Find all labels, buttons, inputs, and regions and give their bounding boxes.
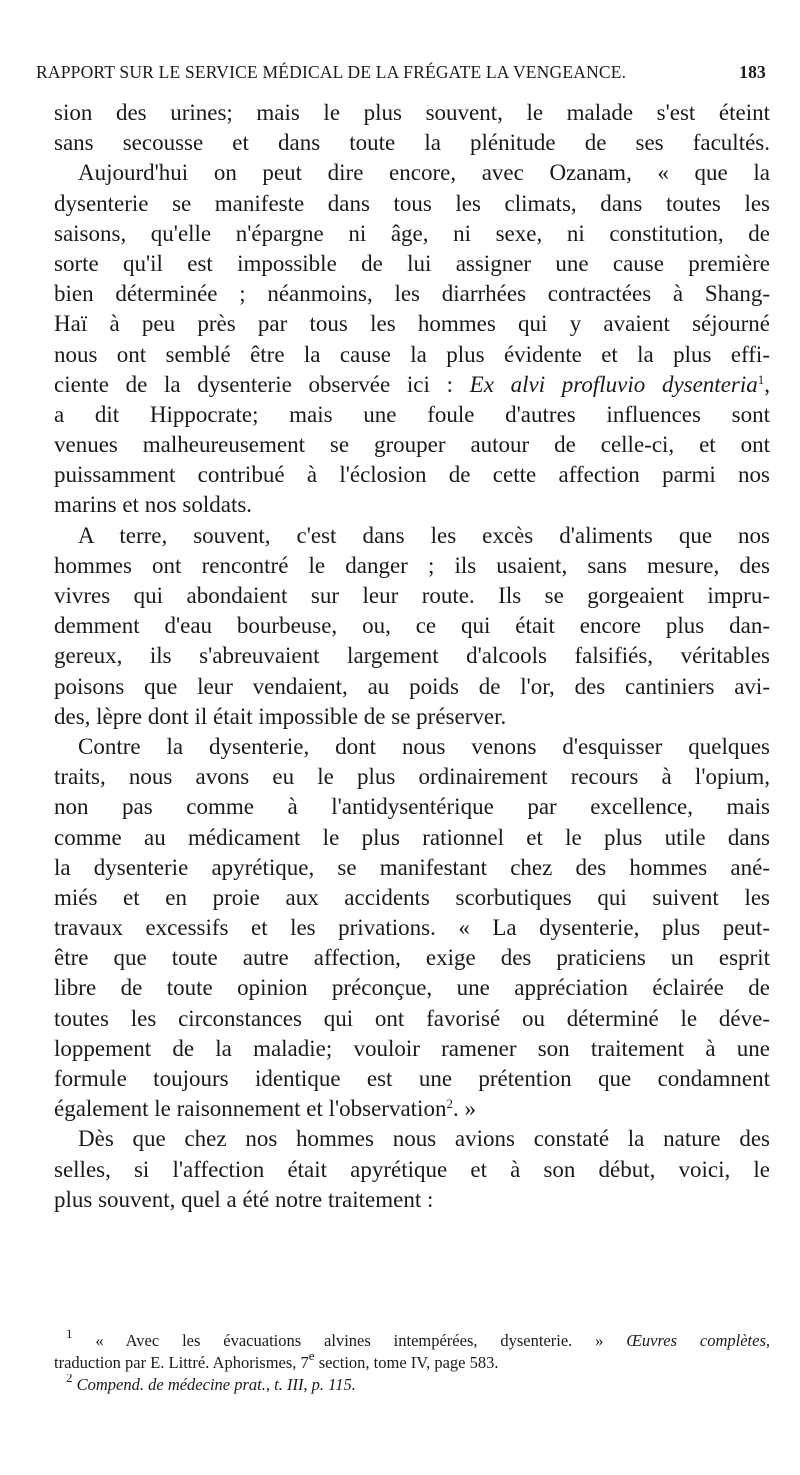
footnote-text: Compend. de médecine prat., t. III, p. 115. xyxy=(76,1375,356,1394)
text-line: venues malheureusement se grouper autour de celle-ci, et ont xyxy=(54,432,770,458)
page-number: 183 xyxy=(739,62,766,82)
footnote-text: section, tome IV, page 583. xyxy=(314,1353,499,1372)
text-line: vivres qui abondaient sur leur route. Ils se gorgeaient impru- xyxy=(54,583,770,608)
text-line: loppement de la maladie; vouloir ramener son traitement à une xyxy=(54,1035,770,1061)
text-line: gereux, ils s'abreuvaient largement d'alcools falsifiés, véritables xyxy=(54,643,770,669)
footnote-2 xyxy=(54,1374,770,1396)
text-line-with-quote: ciente de la dysenterie observée ici : Ex alvi profluvio dysenteria$^1$, xyxy=(54,371,770,397)
text-line: des, lèpre dont il était impossible de se préserver. xyxy=(54,703,507,729)
text-line: être que toute autre affection, exige des praticiens un esprit xyxy=(54,945,770,971)
footnotes xyxy=(54,1330,770,1396)
footnote-ref-2[interactable]: 2 xyxy=(446,1096,453,1112)
footnote-text: « Avec les évacuations alvines intempérées, dysenterie. » xyxy=(95,1331,627,1350)
text-line: plus souvent, quel a été notre traitement : xyxy=(54,1186,434,1212)
text-line: dysenterie se manifeste dans tous les climats, dans toutes les xyxy=(54,190,770,216)
works-title: Œuvres complètes, xyxy=(626,1331,770,1350)
running-title: RAPPORT SUR LE SERVICE MÉDICAL DE LA FRÉGATE LA VENGEANCE. xyxy=(36,62,627,82)
superscript-e: e xyxy=(308,1352,315,1363)
footnote-mark-1: 1 xyxy=(66,1330,73,1341)
text-line: traits, nous avons eu le plus ordinairement recours à l'opium, xyxy=(54,764,770,790)
footnote-1 xyxy=(54,1330,770,1352)
text-line: sorte qu'il est impossible de lui assigner une cause première xyxy=(54,250,770,276)
text-line: formule toujours identique est une prétention que condamnent xyxy=(54,1066,770,1091)
text-line: demment d'eau bourbeuse, ou, ce qui était encore plus dan- xyxy=(54,613,770,639)
main-text xyxy=(54,98,770,1215)
text-line: toutes les circonstances qui ont favorisé ou déterminé le déve- xyxy=(54,1005,770,1031)
text-line: marins et nos soldats. xyxy=(54,492,253,518)
text-segment: ciente de la dysenterie observée ici : xyxy=(54,371,470,397)
text-line: A terre, souvent, c'est dans les excès d'aliments que nos xyxy=(78,522,770,548)
text-line: sion des urines; mais le plus souvent, le malade s'est éteint xyxy=(54,100,770,125)
footnote-1-continued xyxy=(54,1352,770,1374)
text-segment: également le raisonnement et l'observation xyxy=(54,1096,447,1122)
text-line: non pas comme à l'antidysentérique par excellence, mais xyxy=(54,794,770,820)
footnote-text: traduction par E. Littré. Aphorismes, 7 xyxy=(54,1353,309,1372)
text-line: sans secousse et dans toute la plénitude de ses facultés. xyxy=(54,130,770,156)
text-line: selles, si l'affection était apyrétique et à son début, voici, le xyxy=(54,1156,770,1182)
text-line-with-ref xyxy=(54,1094,770,1124)
text-line: bien déterminée ; néanmoins, les diarrhées contractées à Shang- xyxy=(54,281,770,307)
text-line: la dysenterie apyrétique, se manifestant chez des hommes ané- xyxy=(54,854,770,880)
footnote-ref-1[interactable]: 1 xyxy=(757,371,765,387)
text-line: Contre la dysenterie, dont nous venons d'esquisser quelques xyxy=(78,733,770,759)
text-line: travaux excessifs et les privations. « La dysenterie, plus peut- xyxy=(54,915,770,941)
text-line: Haï à peu près par tous les hommes qui y avaient séjourné xyxy=(54,311,770,337)
page-header xyxy=(36,62,766,88)
text-line: Dès que chez nos hommes nous avions constaté la nature des xyxy=(78,1126,770,1152)
text-line: Aujourd'hui on peut dire encore, avec Ozanam, « que la xyxy=(78,160,770,186)
text-line: puissamment contribué à l'éclosion de cette affection parmi nos xyxy=(54,462,770,488)
footnote-mark-2: 2 xyxy=(66,1374,73,1385)
text-segment: . » xyxy=(452,1096,476,1122)
text-line: a dit Hippocrate; mais une foule d'autres influences sont xyxy=(54,401,770,427)
text-line: saisons, qu'elle n'épargne ni âge, ni sexe, ni constitution, de xyxy=(54,220,770,246)
latin-quote: Ex alvi profluvio dysenteria xyxy=(469,371,758,397)
text-line: miés et en proie aux accidents scorbutiques qui suivent les xyxy=(54,884,770,910)
text-line: poisons que leur vendaient, au poids de l'or, des cantiniers avi- xyxy=(54,673,770,699)
text-line: comme au médicament le plus rationnel et le plus utile dans xyxy=(54,824,770,850)
text-line: nous ont semblé être la cause la plus évidente et la plus effi- xyxy=(54,341,770,367)
text-line: libre de toute opinion préconçue, une appréciation éclairée de xyxy=(54,975,770,1001)
text-line: hommes ont rencontré le danger ; ils usaient, sans mesure, des xyxy=(54,552,770,578)
